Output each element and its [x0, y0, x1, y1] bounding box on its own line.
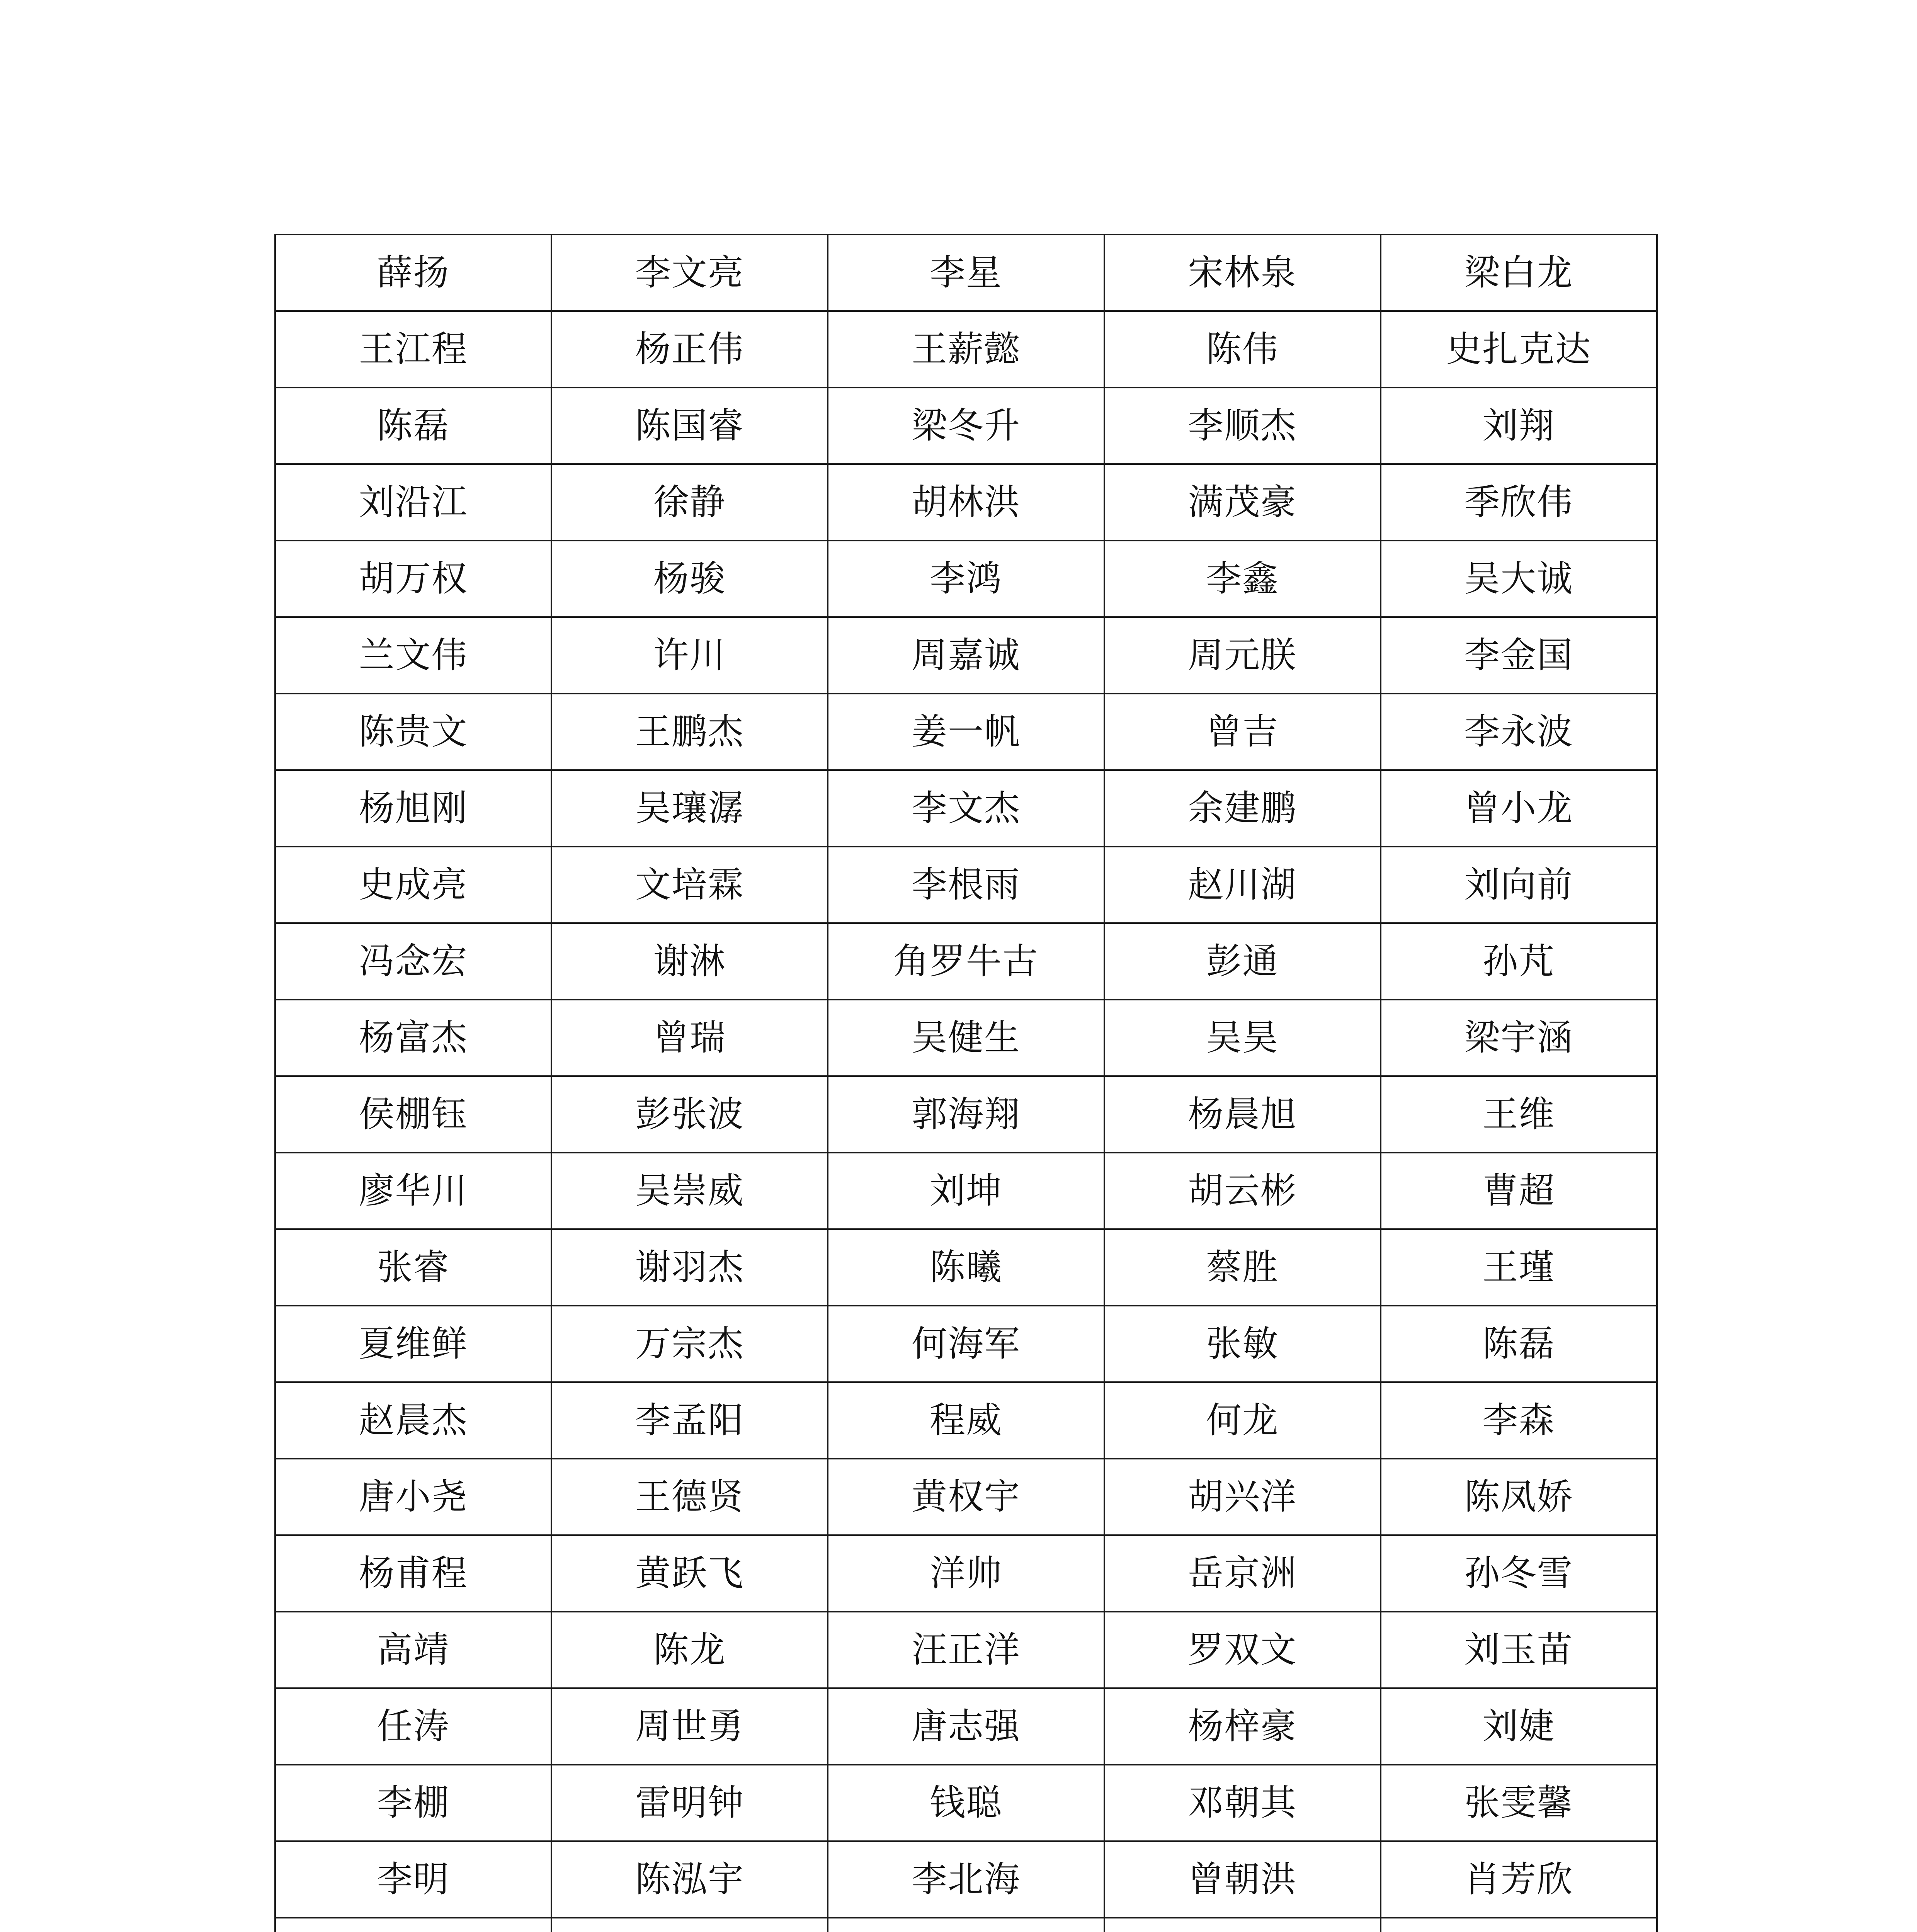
name-cell: 姜一帆 — [828, 694, 1104, 770]
name-cell: 唐志强 — [828, 1688, 1104, 1765]
name-cell: 梁宇涵 — [1381, 1000, 1657, 1076]
name-cell: 胡万权 — [275, 541, 551, 617]
table-row — [275, 1153, 1657, 1229]
name-cell: 梁白龙 — [1381, 235, 1657, 311]
table-row — [275, 311, 1657, 388]
name-cell: 侯棚钰 — [275, 1076, 551, 1153]
table-row — [275, 617, 1657, 694]
name-cell: 陈龙 — [551, 1612, 828, 1688]
name-cell: 冯念宏 — [275, 923, 551, 1000]
name-cell: 周元朕 — [1104, 617, 1381, 694]
name-cell: 刘向前 — [1381, 847, 1657, 923]
name-cell: 肖芳欣 — [1381, 1841, 1657, 1918]
name-cell: 角罗牛古 — [828, 923, 1104, 1000]
name-cell: 何龙 — [1104, 1382, 1381, 1459]
name-cell: 陈凤娇 — [1381, 1459, 1657, 1535]
name-cell: 陈磊 — [1381, 1306, 1657, 1382]
table-row — [275, 770, 1657, 847]
table-row — [275, 1229, 1657, 1306]
name-cell: 黄跃飞 — [551, 1535, 828, 1612]
name-cell: 谢羽杰 — [551, 1229, 828, 1306]
name-cell: 杨骏 — [551, 541, 828, 617]
name-cell: 孙芃 — [1381, 923, 1657, 1000]
name-cell: 史成亮 — [275, 847, 551, 923]
name-cell: 杨晨旭 — [1104, 1076, 1381, 1153]
name-cell: 李文亮 — [551, 235, 828, 311]
name-cell: 郭海翔 — [828, 1076, 1104, 1153]
name-cell: 陈贵文 — [275, 694, 551, 770]
table-row — [275, 1306, 1657, 1382]
name-cell: 曾瑞 — [551, 1000, 828, 1076]
name-cell: 刘沿江 — [275, 464, 551, 541]
name-cell: 李森 — [1381, 1382, 1657, 1459]
name-cell: 赵晨杰 — [275, 1382, 551, 1459]
name-cell: 刘玉苗 — [1381, 1612, 1657, 1688]
name-cell: 任涛 — [275, 1688, 551, 1765]
name-cell: 周嘉诚 — [828, 617, 1104, 694]
table-row — [275, 1382, 1657, 1459]
name-cell: 王德贤 — [551, 1459, 828, 1535]
name-cell: 孙冬雪 — [1381, 1535, 1657, 1612]
name-cell: 陈曦 — [828, 1229, 1104, 1306]
table-row — [275, 1765, 1657, 1841]
name-cell: 史扎克达 — [1381, 311, 1657, 388]
name-cell: 程威 — [828, 1382, 1104, 1459]
name-cell: 胡林洪 — [828, 464, 1104, 541]
name-cell: 宋林泉 — [1104, 235, 1381, 311]
table-row — [275, 1918, 1657, 1932]
name-cell: 廖华川 — [275, 1153, 551, 1229]
name-cell: 刘坤 — [828, 1153, 1104, 1229]
name-cell: 杨正伟 — [551, 311, 828, 388]
name-cell: 张睿 — [275, 1229, 551, 1306]
table-row — [275, 1841, 1657, 1918]
name-cell: 洋帅 — [828, 1535, 1104, 1612]
name-cell: 文培霖 — [551, 847, 828, 923]
name-cell: 李北海 — [828, 1841, 1104, 1918]
table-row — [275, 464, 1657, 541]
name-cell: 曾吉 — [1104, 694, 1381, 770]
table-row — [275, 388, 1657, 464]
name-cell: 杨梓豪 — [1104, 1688, 1381, 1765]
name-cell: 夏维鲜 — [275, 1306, 551, 1382]
name-cell: 王江程 — [275, 311, 551, 388]
name-cell: 曹超 — [1381, 1153, 1657, 1229]
name-cell: 吴健生 — [828, 1000, 1104, 1076]
name-cell: 刘翔 — [1381, 388, 1657, 464]
name-cell: 陈伟 — [1104, 311, 1381, 388]
table-row — [275, 694, 1657, 770]
name-cell — [1381, 1918, 1657, 1932]
name-cell: 岳京洲 — [1104, 1535, 1381, 1612]
name-cell — [1104, 1918, 1381, 1932]
name-cell: 满茂豪 — [1104, 464, 1381, 541]
name-cell: 彭张波 — [551, 1076, 828, 1153]
name-cell: 王薪懿 — [828, 311, 1104, 388]
name-cell: 杨甫程 — [275, 1535, 551, 1612]
name-cell: 吴瓖潺 — [551, 770, 828, 847]
name-cell: 薛扬 — [275, 235, 551, 311]
name-cell — [551, 1918, 828, 1932]
table-row — [275, 1076, 1657, 1153]
table-row — [275, 235, 1657, 311]
name-cell: 彭通 — [1104, 923, 1381, 1000]
name-cell: 吴昊 — [1104, 1000, 1381, 1076]
name-cell: 余建鹏 — [1104, 770, 1381, 847]
name-cell: 黄权宇 — [828, 1459, 1104, 1535]
name-cell — [828, 1918, 1104, 1932]
table-row — [275, 541, 1657, 617]
name-cell: 徐静 — [551, 464, 828, 541]
name-cell: 李鸿 — [828, 541, 1104, 617]
table-row — [275, 1000, 1657, 1076]
name-cell: 李根雨 — [828, 847, 1104, 923]
name-cell: 吴崇威 — [551, 1153, 828, 1229]
table-row — [275, 923, 1657, 1000]
name-cell: 李金国 — [1381, 617, 1657, 694]
name-cell: 张敏 — [1104, 1306, 1381, 1382]
name-cell: 万宗杰 — [551, 1306, 828, 1382]
name-cell: 许川 — [551, 617, 828, 694]
name-cell: 曾朝洪 — [1104, 1841, 1381, 1918]
table-row — [275, 847, 1657, 923]
name-cell: 王维 — [1381, 1076, 1657, 1153]
name-cell: 陈泓宇 — [551, 1841, 828, 1918]
name-cell: 唐小尧 — [275, 1459, 551, 1535]
name-cell: 兰文伟 — [275, 617, 551, 694]
name-cell: 曾小龙 — [1381, 770, 1657, 847]
name-cell: 胡云彬 — [1104, 1153, 1381, 1229]
name-cell: 高靖 — [275, 1612, 551, 1688]
name-cell: 杨旭刚 — [275, 770, 551, 847]
name-cell: 罗双文 — [1104, 1612, 1381, 1688]
name-cell: 雷明钟 — [551, 1765, 828, 1841]
name-cell: 李顺杰 — [1104, 388, 1381, 464]
table-row — [275, 1688, 1657, 1765]
name-cell: 刘婕 — [1381, 1688, 1657, 1765]
name-list-table-body — [275, 235, 1657, 1932]
name-cell: 吴大诚 — [1381, 541, 1657, 617]
name-cell: 谢淋 — [551, 923, 828, 1000]
name-list-table — [274, 234, 1658, 1932]
name-cell: 李棚 — [275, 1765, 551, 1841]
table-row — [275, 1535, 1657, 1612]
name-cell: 周世勇 — [551, 1688, 828, 1765]
name-cell: 王鹏杰 — [551, 694, 828, 770]
name-cell: 季欣伟 — [1381, 464, 1657, 541]
name-cell: 何海军 — [828, 1306, 1104, 1382]
name-cell: 李文杰 — [828, 770, 1104, 847]
name-cell: 陈国睿 — [551, 388, 828, 464]
name-cell: 李孟阳 — [551, 1382, 828, 1459]
name-cell: 陈磊 — [275, 388, 551, 464]
name-cell: 汪正洋 — [828, 1612, 1104, 1688]
name-cell: 钱聪 — [828, 1765, 1104, 1841]
name-cell: 李鑫 — [1104, 541, 1381, 617]
name-cell: 赵川湖 — [1104, 847, 1381, 923]
name-cell: 胡兴洋 — [1104, 1459, 1381, 1535]
name-cell: 李永波 — [1381, 694, 1657, 770]
name-cell: 蔡胜 — [1104, 1229, 1381, 1306]
name-cell: 杨富杰 — [275, 1000, 551, 1076]
name-cell — [275, 1918, 551, 1932]
table-row — [275, 1612, 1657, 1688]
name-cell: 梁冬升 — [828, 388, 1104, 464]
name-cell: 李明 — [275, 1841, 551, 1918]
table-row — [275, 1459, 1657, 1535]
name-cell: 邓朝其 — [1104, 1765, 1381, 1841]
name-cell: 张雯馨 — [1381, 1765, 1657, 1841]
name-cell: 王瑾 — [1381, 1229, 1657, 1306]
name-cell: 李星 — [828, 235, 1104, 311]
